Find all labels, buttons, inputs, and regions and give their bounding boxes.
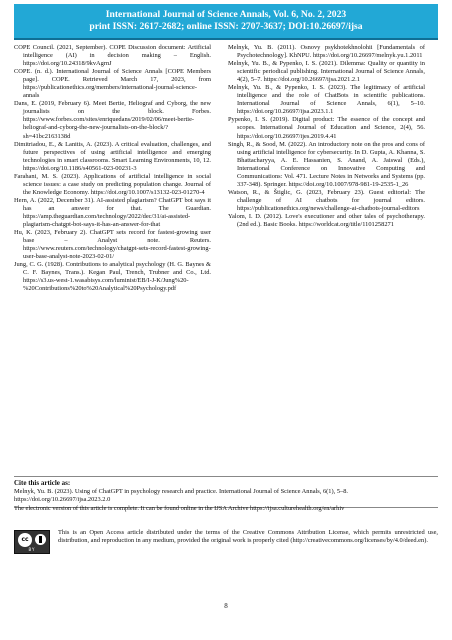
cite-this-article-box [14,476,438,508]
reference-item: Melnyk, Yu. B., & Pypenko, I. S. (2023). The legitimacy of artificial intelligence and the role of ChatBots in scientific publications. International Journal of Science Annals, 6(1), 5–10. https://doi.org/10.26697/ijsa.2023.1.1 [228,84,425,116]
journal-issn-line: print ISSN: 2617-2682; online ISSN: 2707-3637; DOI:10.26697/ijsa [89,21,363,32]
reference-item: Yalom, I. D. (2012). Love's executioner and other tales of psychotherapy. (2nd ed.). Basic Books. https://worldcat.org/title/1101258271 [228,212,425,229]
journal-header [14,4,438,40]
cite-heading: Cite this article as: [14,479,71,487]
reference-item: COPE. (n. d.). International Journal of Science Annals [COPE Members page]. COPE. Retrieved March 17, 2023, from https://publicationethics.org/members/international-journal-science-annals [14,68,211,100]
journal-title-line: International Journal of Science Annals, Vol. 6, No. 2, 2023 [105,9,347,20]
reference-item: COPE Council. (2021, September). COPE Discussion document: Artificial intelligence (AI) in decision making – English. https://doi.org/10.24318/9kvAgrnJ [14,44,211,68]
cc-by-logo [14,530,50,554]
reference-item: Dans, E. (2019, February 6). Meet Bertie, Heliograf and Cyborg, the new journalists on the block. Forbes. https://www.forbes.com/sites/enriquedans/2019/02/06/meet-bertie-heliograf-and-cyborg-the-new-journalists-on-the-block/?sh=41bc2163138d [14,100,211,140]
reference-item: Hu, K. (2023, February 2). ChatGPT sets record for fastest-growing user base – Analyst note. Reuters. https://www.reuters.com/technology/chatgpt-sets-record-fastest-growing-user-base-analyst-note-2023-02-01/ [14,229,211,261]
reference-item: Farahani, M. S. (2023). Applications of artificial intelligence in social science issues: a case study on predicting population change. Journal of the Knowledge Economy. https://doi.org/10.1007/s13132-023-01270-4 [14,172,211,196]
attribution-icon [35,534,46,545]
references-left-column [14,44,211,293]
reference-item: Singh, R., & Sood, M. (2022). An introductory note on the pros and cons of using artificial intelligence for cybersecurity. In D. Gupta, A. Khanna, S. Bhattacharyya, A. E. Hassanien, S. Anand, A. Jaiswal (Eds.), International Conference on Innovative Computing and Communications: Vol. 471. Lecture Notes in Networks and Systems (pp. 337-348). Springer. https://doi.org/10.1007/978-981-19-2535-1_26 [228,140,425,188]
reference-item: Melnyk, Yu. B. (2011). Osnovy psykhotekhnolohii [Fundamentals of Psychotechnology]. KhNPU. https://doi.org/10.26697/melnyk.yu.1.2011 [228,44,425,60]
cc-icon: cc [18,533,32,547]
reference-item: Watson, R., & Štiglic, G. (2023, February 23). Guest editorial: The challenge of AI chatbots for journal editors. https://publicationethics.org/news/challenge-ai-chatbots-journal-editors [228,188,425,212]
cite-text: Melnyk, Yu. B. (2023). Using of ChatGPT in psychology research and practice. International Journal of Science Annals, 6(1), 5–8. https://doi.org/10.26697/ijsa.2023.2.0 [14,488,349,503]
license-block [14,530,438,570]
reference-item: Hern, A. (2022, December 31). AI-assisted plagiarism? ChatGPT bot says it has an answer for that. The Guardian. https://amp.theguardian.com/technology/2022/dec/31/ai-assisted-plagiarism-chatgpt-bot-says-it-has-an-answer-for-that [14,196,211,229]
license-text: This is an Open Access article distributed under the terms of the Creative Commons Attribution License, which permits unrestricted use, distribution, and reproduction in any medium, provided the original work is properly cited (http://creativecommons.org/licenses/by/4.0/deed.en). [58,529,438,545]
reference-item: Pypenko, I. S. (2019). Digital product: The essence of the concept and scopes. International Journal of Education and Science, 2(4), 56. https://doi.org/10.26697/ijes.2019.4.41 [228,116,425,140]
page-number: 8 [224,602,228,610]
references-right-column [228,44,425,229]
references-section [14,44,438,424]
by-label: BY [28,547,36,552]
reference-item: Jung, C. G. (1928). Contributions to analytical psychology (H. G. Baynes & C. F. Baynes, Trans.). Kegan Paul, Trench, Trubner and Co., Ltd. https://s3.us-west-1.wasabisys.com/luminist/EB/I-J-K/Jung%20-%20Contributions%20to%20Analytical%20Psychology.pdf [14,261,211,293]
reference-item: Dimitriadou, E., & Lanitis, A. (2023). A critical evaluation, challenges, and future perspectives of using artificial intelligence and emerging technologies in smart classrooms. Smart Learning Environments, 10, 12. https://doi.org/10.1186/s40561-023-00231-3 [14,140,211,172]
reference-item: Melnyk, Yu. B., & Pypenko, I. S. (2021). Dilemma: Quality or quantity in scientific periodical publishing. International Journal of Science Annals, 4(2), 5–7. https://doi.org/10.26697/ijsa.2021.2.1 [228,60,425,84]
electronic-version-note: The electronic version of this article is complete. It can be found online in the IJSA Archive https://ijsa.culturehealth.org/en/arhiv [14,505,345,512]
